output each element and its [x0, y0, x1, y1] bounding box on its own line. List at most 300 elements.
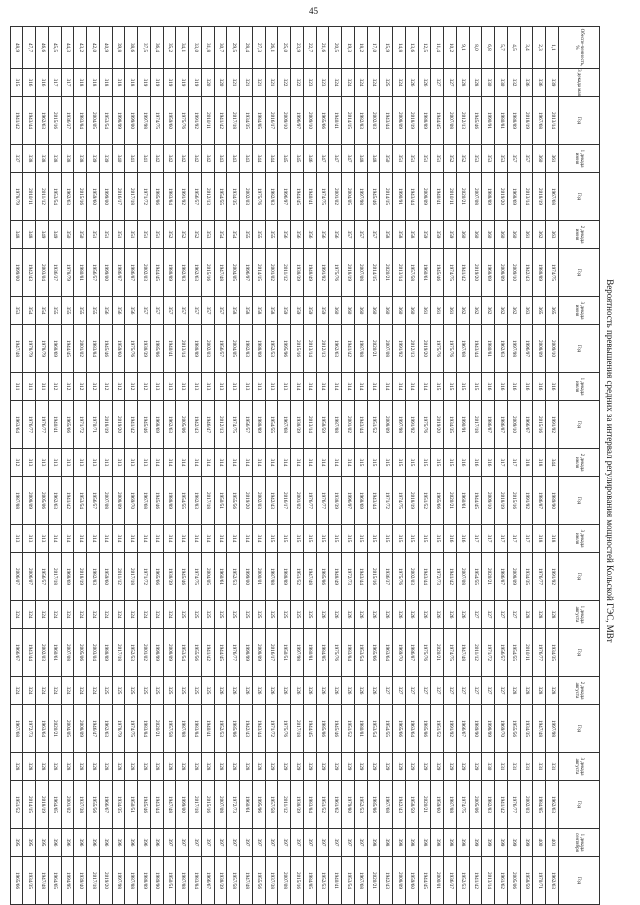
table-cell: 360 — [342, 297, 355, 325]
table-cell: 1988/89 — [100, 629, 113, 677]
table-cell: 314 — [355, 373, 368, 401]
table-cell: 324 — [151, 601, 164, 629]
table-cell: 312 — [125, 373, 138, 401]
table-cell: 312 — [112, 373, 125, 401]
table-cell: 1999/00 — [125, 97, 138, 145]
table-cell: 315 — [444, 449, 457, 477]
table-cell: 395 — [23, 829, 36, 857]
table-cell: 2015/16 — [367, 553, 380, 601]
table-cell: 326 — [304, 677, 317, 705]
table-row — [469, 27, 482, 905]
table-cell: 42,0 — [87, 27, 100, 69]
table-cell: 2013/14 — [176, 325, 189, 373]
table-cell: 351 — [431, 145, 444, 173]
table-cell: 1959/60 — [406, 857, 419, 905]
table-cell: 2010/11 — [23, 173, 36, 221]
table-cell: 2019/20 — [418, 325, 431, 373]
table-cell: 2008/09 — [253, 629, 266, 677]
table-cell: 1970/71 — [87, 401, 100, 449]
table-cell: 1967/68 — [380, 781, 393, 829]
table-cell: 397 — [202, 829, 215, 857]
table-cell: 326 — [355, 601, 368, 629]
table-cell: 2009/10 — [304, 97, 317, 145]
table-cell: 1974/75 — [546, 249, 559, 297]
table-cell: 2018/19 — [406, 97, 419, 145]
table-cell: 1986/87 — [112, 249, 125, 297]
table-cell: 326 — [253, 677, 266, 705]
table-cell: 315 — [418, 449, 431, 477]
table-cell: 328 — [163, 753, 176, 781]
table-cell: 1951/52 — [10, 781, 23, 829]
table-cell: 2019/20 — [240, 477, 253, 525]
table-cell: 342 — [163, 145, 176, 173]
table-cell: 328 — [100, 753, 113, 781]
table-cell: 1942/43 — [520, 249, 533, 297]
table-cell: 2015/16 — [74, 173, 87, 221]
table-cell: 326 — [367, 677, 380, 705]
table-cell: 1982/83 — [240, 325, 253, 373]
table-cell: 19,3 — [342, 27, 355, 69]
table-cell: 1991/92 — [176, 173, 189, 221]
table-cell: 2011/12 — [469, 629, 482, 677]
table-cell: 325 — [380, 69, 393, 97]
table-cell: 1985/86 — [418, 705, 431, 753]
table-cell: 2005/06 — [469, 781, 482, 829]
table-cell: 1944/45 — [151, 249, 164, 297]
table-cell: 1940/41 — [329, 857, 342, 905]
table-cell: 2017/18 — [125, 173, 138, 221]
table-cell: 396 — [138, 829, 151, 857]
table-cell: 342 — [189, 145, 202, 173]
table-cell: 1988/89 — [138, 857, 151, 905]
table-cell: 314 — [112, 525, 125, 553]
table-cell: 2002/03 — [36, 629, 49, 677]
table-cell: 2008/09 — [380, 401, 393, 449]
table-cell: 1941/42 — [125, 401, 138, 449]
table-cell: 1963/64 — [380, 629, 393, 677]
table-cell: 1941/42 — [444, 553, 457, 601]
table-cell: 1958/59 — [520, 857, 533, 905]
table-cell: 321 — [227, 69, 240, 97]
table-cell: 326 — [406, 601, 419, 629]
table-cell: 325 — [214, 601, 227, 629]
table-cell: 324 — [23, 677, 36, 705]
table-cell: 37,5 — [138, 27, 151, 69]
table-cell: 1965/66 — [367, 629, 380, 677]
table-cell: 396 — [100, 829, 113, 857]
table-cell: 351 — [125, 221, 138, 249]
table-cell: 345 — [291, 145, 304, 173]
table-cell: 314 — [100, 525, 113, 553]
table-cell: 399 — [520, 829, 533, 857]
table-cell: 1957/58 — [265, 781, 278, 829]
table-cell: 328 — [227, 753, 240, 781]
table-cell: 1997/98 — [508, 325, 521, 373]
table-cell: 358 — [380, 221, 393, 249]
table-cell: 2015/16 — [291, 325, 304, 373]
table-cell: 2010/11 — [202, 97, 215, 145]
table-cell: 2014/15 — [23, 781, 36, 829]
table-cell: 1986/87 — [482, 401, 495, 449]
table-cell: 395 — [36, 829, 49, 857]
table-cell: 1950/51 — [278, 629, 291, 677]
table-cell: 326 — [329, 601, 342, 629]
table-cell: 1946/47 — [87, 705, 100, 753]
table-cell: 2004/05 — [342, 173, 355, 221]
table-cell: 316 — [444, 525, 457, 553]
table-cell: 1959/60 — [87, 173, 100, 221]
table-cell: 314 — [304, 449, 317, 477]
table-cell: 2001/02 — [329, 173, 342, 221]
table-cell: 2010/11 — [444, 173, 457, 221]
table-cell: 331 — [533, 753, 546, 781]
table-cell: 329 — [265, 753, 278, 781]
table-cell: 360 — [393, 297, 406, 325]
table-cell: 319 — [189, 69, 202, 97]
table-cell: 1945/46 — [469, 97, 482, 145]
table-row — [444, 27, 457, 905]
table-cell: 1940/41 — [49, 401, 62, 449]
table-cell: 329 — [406, 753, 419, 781]
table-cell: 324 — [367, 69, 380, 97]
table-cell: 360 — [482, 221, 495, 249]
table-cell: 2015/16 — [202, 249, 215, 297]
table-cell: 313 — [227, 373, 240, 401]
table-cell: 1996/97 — [291, 97, 304, 145]
table-row — [100, 27, 113, 905]
column-header: 3 декада июня — [559, 297, 600, 325]
table-cell: 1,1 — [546, 27, 559, 69]
table-cell: 1953/54 — [355, 629, 368, 677]
table-cell: 313 — [61, 449, 74, 477]
table-cell: 1934/35 — [112, 781, 125, 829]
table-cell: 1999/00 — [176, 781, 189, 829]
table-cell: 1983/84 — [304, 781, 317, 829]
table-cell: 1947/48 — [36, 857, 49, 905]
table-cell: 2013/14 — [482, 857, 495, 905]
table-cell: 326 — [444, 601, 457, 629]
table-cell: 326 — [380, 601, 393, 629]
table-cell: 318 — [533, 449, 546, 477]
table-cell: 2005/06 — [508, 857, 521, 905]
table-cell: 314 — [316, 449, 329, 477]
table-cell: 315 — [393, 449, 406, 477]
table-cell: 1941/42 — [495, 781, 508, 829]
table-cell: 2014/15 — [253, 249, 266, 297]
table-cell: 2017/18 — [227, 97, 240, 145]
table-cell: 1952/53 — [457, 857, 470, 905]
table-cell: 1983/84 — [189, 705, 202, 753]
table-cell: 2017/18 — [87, 857, 100, 905]
table-cell: 317 — [495, 449, 508, 477]
table-cell: 322 — [278, 69, 291, 97]
table-cell: 314 — [329, 373, 342, 401]
table-cell: 2012/13 — [214, 401, 227, 449]
table-cell: 1934/35 — [546, 629, 559, 677]
table-cell: 1962/63 — [546, 857, 559, 905]
table-row — [163, 27, 176, 905]
table-cell: 1987/88 — [176, 857, 189, 905]
table-cell: 1965/66 — [431, 477, 444, 525]
table-cell: 347 — [316, 145, 329, 173]
table-cell: 313 — [202, 373, 215, 401]
table-cell: 2018/19 — [36, 781, 49, 829]
table-cell: 1955/56 — [87, 781, 100, 829]
table-cell: 1987/88 — [176, 705, 189, 753]
table-cell: 313 — [138, 449, 151, 477]
table-cell: 2008/09 — [23, 477, 36, 525]
table-cell: 326 — [406, 69, 419, 97]
table-cell: 2004/05 — [202, 553, 215, 601]
table-cell: 1952/53 — [227, 553, 240, 601]
table-cell: 1968/69 — [151, 401, 164, 449]
table-cell: 2011/12 — [36, 173, 49, 221]
table-cell: 325 — [291, 601, 304, 629]
table-cell: 2008/09 — [112, 477, 125, 525]
table-cell: 329 — [457, 753, 470, 781]
table-cell: 1942/43 — [189, 401, 202, 449]
table-cell: 1972/73 — [227, 781, 240, 829]
table-cell: 1987/88 — [10, 477, 23, 525]
table-row — [214, 27, 227, 905]
table-cell: 1967/68 — [10, 705, 23, 753]
table-cell: 25,0 — [278, 27, 291, 69]
table-cell: 328 — [87, 753, 100, 781]
table-cell: 360 — [469, 221, 482, 249]
table-cell: 1959/60 — [100, 553, 113, 601]
table-cell: 1975/76 — [329, 629, 342, 677]
table-cell: 1983/84 — [138, 705, 151, 753]
table-cell: 317 — [469, 525, 482, 553]
table-cell: 2001/02 — [61, 781, 74, 829]
table-cell: 320 — [202, 69, 215, 97]
table-cell: 1938/39 — [291, 401, 304, 449]
table-cell: 1938/39 — [214, 857, 227, 905]
table-cell: 1986/87 — [125, 249, 138, 297]
table-cell: 316 — [457, 449, 470, 477]
table-cell: 45,5 — [49, 27, 62, 69]
table-cell: 1982/83 — [355, 97, 368, 145]
table-cell: 1971/72 — [138, 173, 151, 221]
table-cell: 326 — [316, 677, 329, 705]
table-cell: 1943/44 — [151, 781, 164, 829]
table-cell: 325 — [240, 601, 253, 629]
table-cell: 314 — [342, 373, 355, 401]
table-cell: 319 — [151, 69, 164, 97]
table-cell: 314 — [240, 449, 253, 477]
table-cell: 397 — [329, 829, 342, 857]
table-cell: 327 — [508, 601, 521, 629]
table-cell: 1967/68 — [278, 401, 291, 449]
table-cell: 357 — [163, 297, 176, 325]
table-cell: 1986/87 — [495, 401, 508, 449]
table-cell: 1963/64 — [10, 401, 23, 449]
table-cell: 318 — [546, 525, 559, 553]
table-cell: 1953/54 — [74, 477, 87, 525]
table-cell: 1976/77 — [304, 477, 317, 525]
table-cell: 329 — [418, 753, 431, 781]
table-cell: 1974/75 — [227, 401, 240, 449]
table-cell: 311 — [23, 373, 36, 401]
table-cell: 1983/84 — [87, 325, 100, 373]
table-cell: 355 — [240, 221, 253, 249]
table-cell: 1999/00 — [240, 553, 253, 601]
table-cell: 2012/13 — [406, 325, 419, 373]
table-cell: 1941/42 — [202, 629, 215, 677]
table-cell: 398 — [406, 829, 419, 857]
table-cell: 1943/44 — [469, 325, 482, 373]
table-cell: 1965/66 — [151, 553, 164, 601]
table-cell: 318 — [125, 69, 138, 97]
table-cell: 354 — [23, 297, 36, 325]
table-cell: 336 — [533, 69, 546, 97]
table-cell: 1965/66 — [10, 857, 23, 905]
table-cell: 2018/19 — [342, 249, 355, 297]
table-cell: 314 — [49, 525, 62, 553]
table-cell: 15,9 — [380, 27, 393, 69]
table-cell: 352 — [176, 221, 189, 249]
table-cell: 1988/89 — [482, 173, 495, 221]
table-cell: 354 — [227, 221, 240, 249]
table-cell: 343 — [227, 145, 240, 173]
table-cell: 318 — [87, 69, 100, 97]
table-cell: 316 — [508, 373, 521, 401]
table-cell: 328 — [240, 753, 253, 781]
table-cell: 1945/46 — [151, 477, 164, 525]
table-cell: 1980/81 — [74, 249, 87, 297]
table-cell: 1974/75 — [189, 553, 202, 601]
table-cell: 362 — [469, 297, 482, 325]
table-cell: 2018/19 — [533, 173, 546, 221]
table-cell: 2019/20 — [100, 857, 113, 905]
table-cell: 2014/15 — [367, 249, 380, 297]
table-cell: 1999/00 — [100, 173, 113, 221]
table-cell: 329 — [355, 753, 368, 781]
table-cell: 315 — [406, 525, 419, 553]
table-cell: 314 — [240, 525, 253, 553]
table-cell: 325 — [253, 601, 266, 629]
table-cell: 1934/35 — [520, 705, 533, 753]
table-cell: 315 — [329, 525, 342, 553]
table-cell: 1960/61 — [240, 781, 253, 829]
table-cell: 354 — [214, 221, 227, 249]
table-cell: 350 — [61, 221, 74, 249]
column-header: 3 декада августа — [559, 753, 600, 781]
table-cell: 327 — [406, 677, 419, 705]
table-cell: 1941/42 — [10, 97, 23, 145]
table-cell: 2001/02 — [74, 325, 87, 373]
table-cell: 1963/64 — [36, 705, 49, 753]
table-cell: 313 — [265, 373, 278, 401]
table-cell: 43,2 — [74, 27, 87, 69]
table-cell: 353 — [202, 221, 215, 249]
table-cell: 326 — [393, 601, 406, 629]
table-cell: 352 — [444, 145, 457, 173]
table-cell: 2015/16 — [533, 401, 546, 449]
table-cell: 397 — [316, 829, 329, 857]
table-cell: 360 — [380, 297, 393, 325]
table-cell: 318 — [100, 69, 113, 97]
header-row — [559, 27, 600, 905]
table-cell: 2000/01 — [431, 857, 444, 905]
column-header: 3 декада мая — [559, 69, 600, 97]
table-cell: 356 — [291, 221, 304, 249]
table-cell: 1964/65 — [49, 781, 62, 829]
table-cell: 360 — [367, 297, 380, 325]
table-cell: 1961/62 — [329, 781, 342, 829]
table-cell: 2008/09 — [163, 629, 176, 677]
table-cell: 1957/58 — [406, 249, 419, 297]
table-cell: 17,0 — [367, 27, 380, 69]
table-cell: 399 — [508, 829, 521, 857]
table-cell: 360 — [508, 221, 521, 249]
table-cell: 2018/19 — [74, 553, 87, 601]
table-cell: 2002/03 — [367, 97, 380, 145]
table-cell: 317 — [508, 525, 521, 553]
table-cell: 339 — [100, 145, 113, 173]
table-cell: 1962/63 — [495, 325, 508, 373]
table-cell: 1979/80 — [342, 781, 355, 829]
table-cell: 326 — [278, 677, 291, 705]
column-header: Год — [559, 857, 600, 905]
table-cell: 349 — [49, 221, 62, 249]
table-cell: 1953/54 — [176, 629, 189, 677]
table-cell: 2015/16 — [49, 97, 62, 145]
table-cell: 313 — [23, 525, 36, 553]
table-cell: 362 — [457, 297, 470, 325]
table-cell: 396 — [61, 829, 74, 857]
table-cell: 1960/61 — [457, 477, 470, 525]
table-cell: 314 — [214, 449, 227, 477]
table-cell: 1980/81 — [495, 97, 508, 145]
column-header: 1 декада июля — [559, 373, 600, 401]
table-cell: 399 — [495, 829, 508, 857]
table-cell: 324 — [100, 601, 113, 629]
table-cell: 1974/75 — [316, 173, 329, 221]
table-cell: 1971/72 — [482, 629, 495, 677]
table-cell: 1958/59 — [406, 781, 419, 829]
table-cell: 1991/92 — [189, 97, 202, 145]
table-cell: 1988/89 — [508, 97, 521, 145]
table-cell: 3,4 — [520, 27, 533, 69]
table-cell: 337 — [10, 145, 23, 173]
table-cell: 355 — [265, 221, 278, 249]
table-row — [74, 27, 87, 905]
table-cell: 326 — [367, 601, 380, 629]
table-cell: 1940/41 — [163, 325, 176, 373]
table-cell: 2016/17 — [265, 629, 278, 677]
table-cell: 359 — [278, 297, 291, 325]
table-cell: 1936/37 — [61, 97, 74, 145]
table-cell: 2004/05 — [227, 325, 240, 373]
table-cell: 339 — [87, 145, 100, 173]
table-cell: 2002/03 — [240, 173, 253, 221]
table-cell: 396 — [49, 829, 62, 857]
table-cell: 1945/46 — [100, 325, 113, 373]
table-cell: 2017/18 — [291, 705, 304, 753]
table-cell: 1987/88 — [125, 857, 138, 905]
table-cell: 1998/99 — [482, 705, 495, 753]
table-cell: 316 — [546, 373, 559, 401]
table-cell: 2020/21 — [367, 857, 380, 905]
probability-table — [10, 26, 600, 905]
table-cell: 312 — [138, 373, 151, 401]
table-cell: 2018/19 — [406, 477, 419, 525]
table-cell: 313 — [278, 373, 291, 401]
table-cell: 312 — [74, 373, 87, 401]
table-cell: 1991/92 — [546, 553, 559, 601]
table-cell: 315 — [265, 525, 278, 553]
